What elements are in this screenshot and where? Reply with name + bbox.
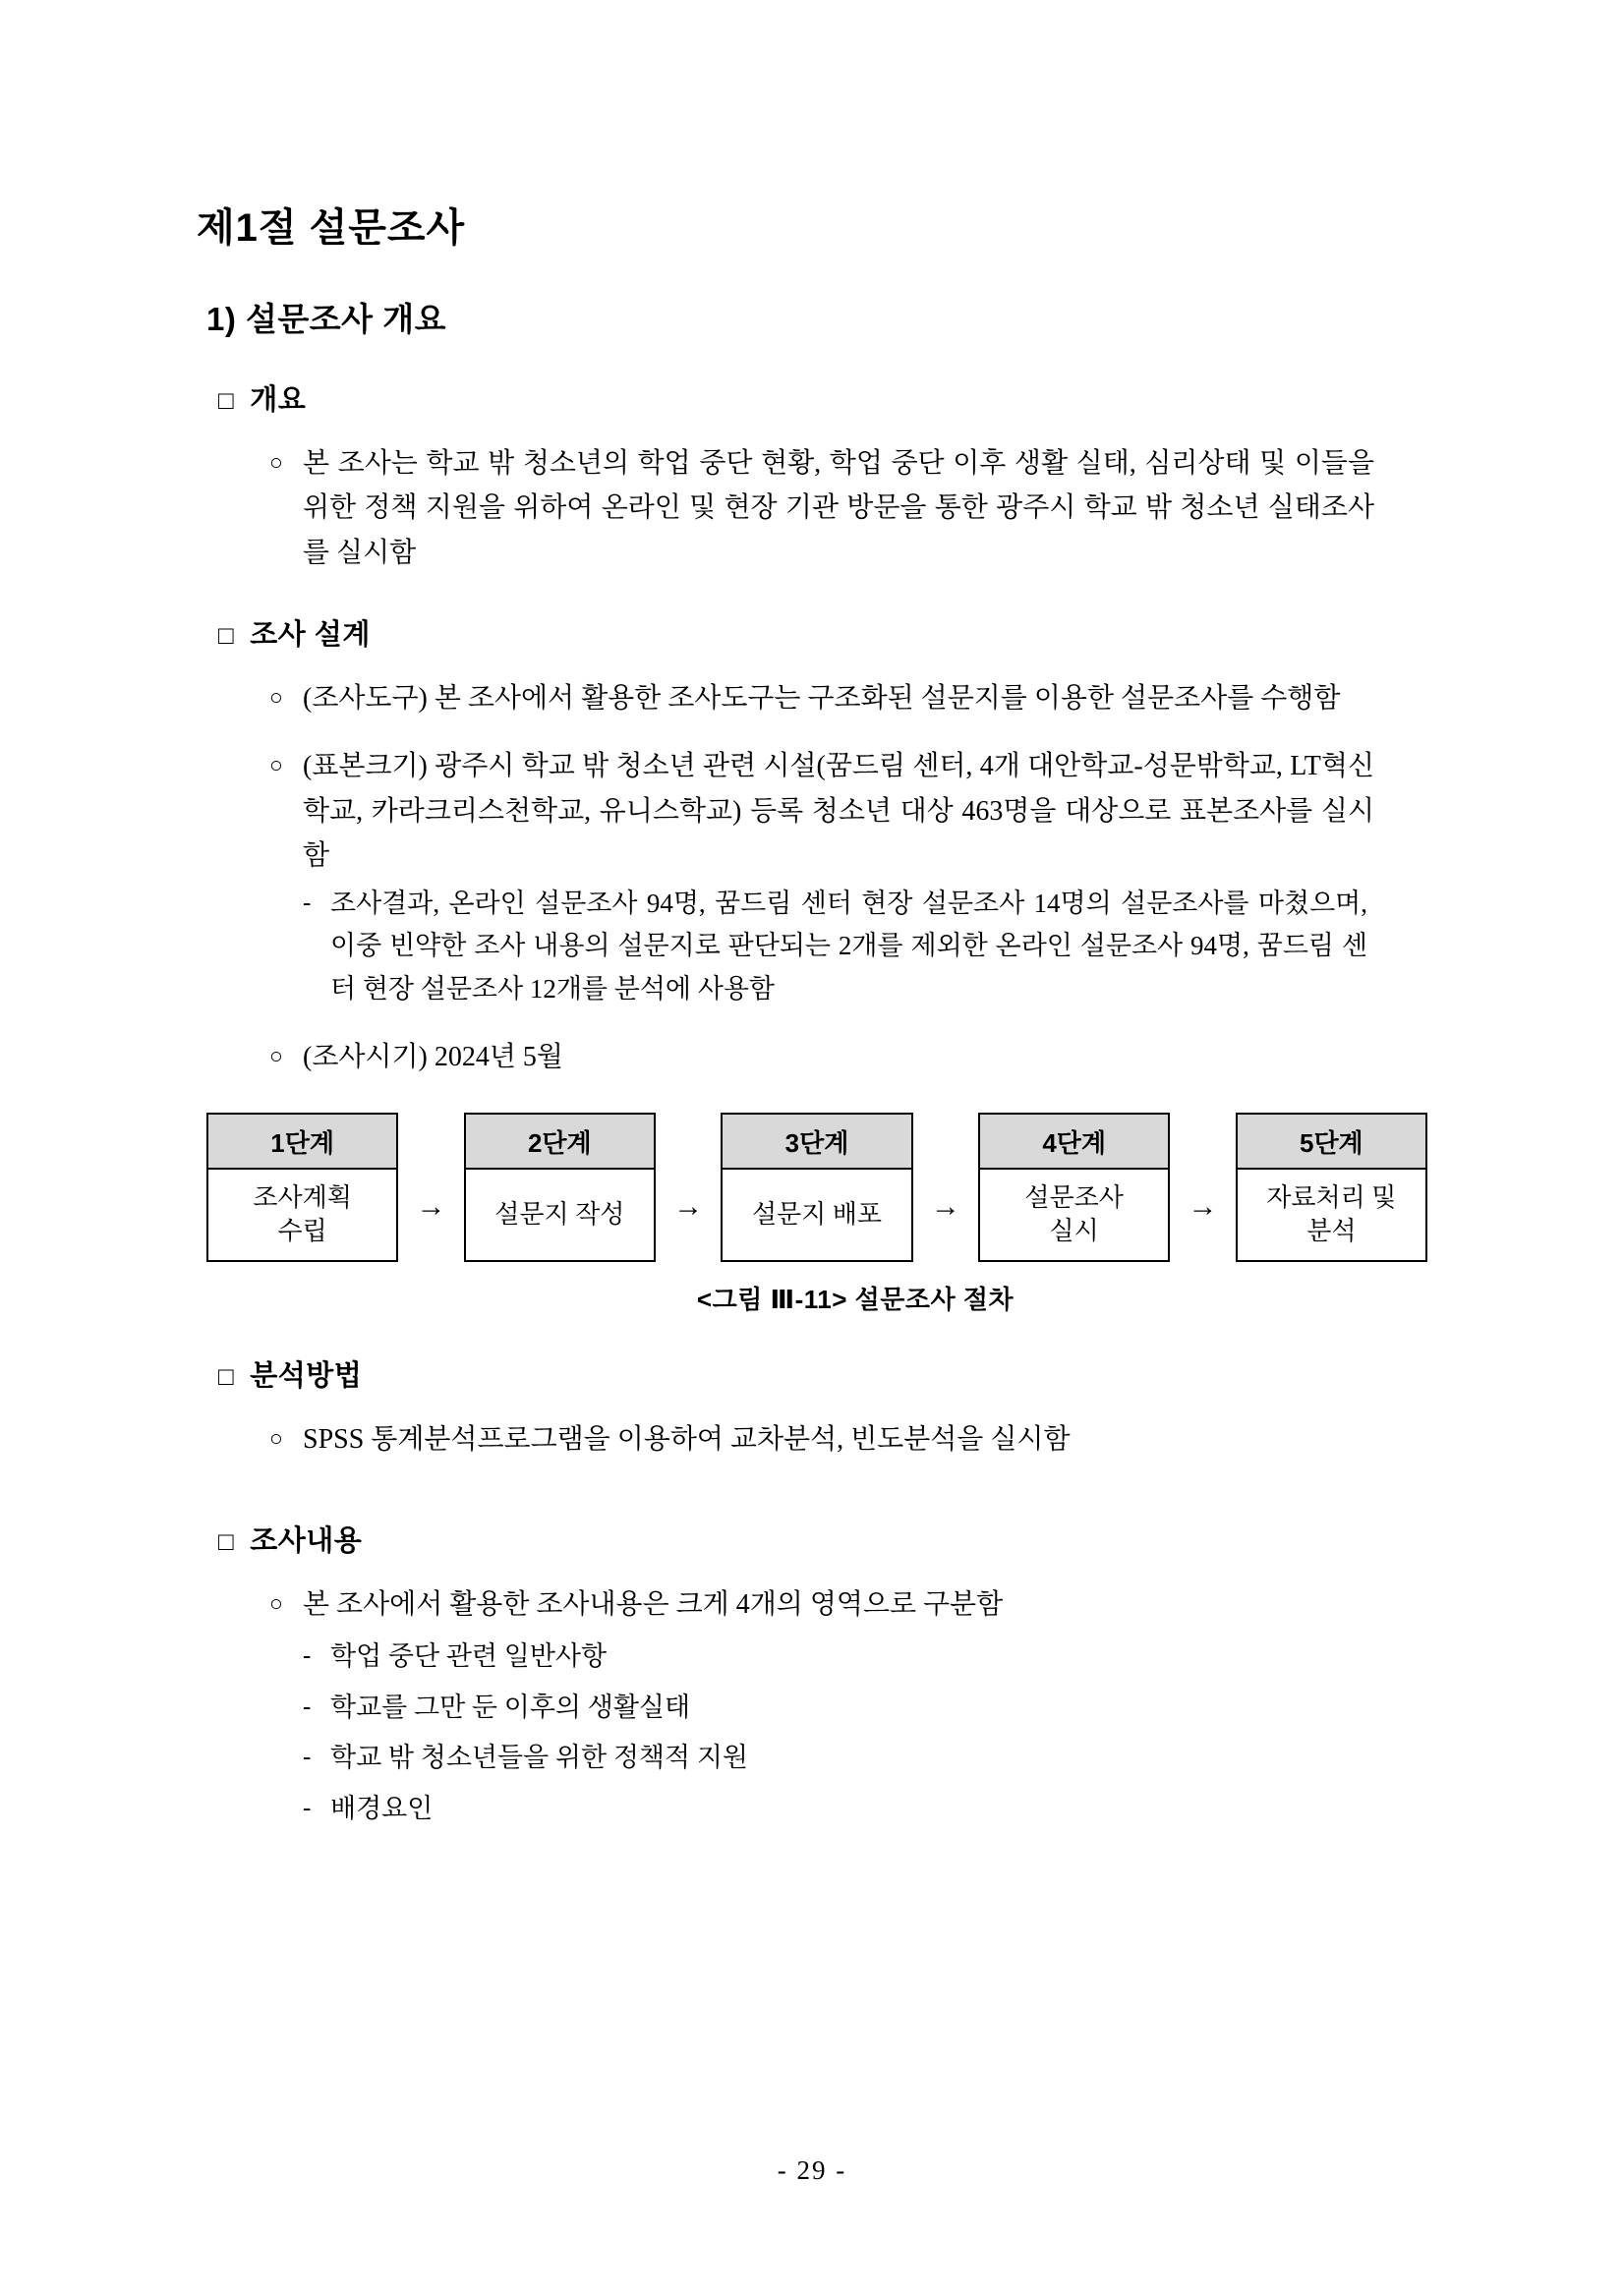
heading-analysis-method-label: 분석방법: [250, 1360, 363, 1393]
flow-arrow-icon: →: [416, 1190, 446, 1224]
square-bullet-icon: □: [218, 385, 235, 415]
flow-step-2-body: 설문지 작성: [494, 1200, 625, 1230]
flow-step-2-head: 2단계: [466, 1115, 654, 1170]
sub-list-item: [303, 1737, 1427, 1780]
flow-step-4-head: 4단계: [980, 1115, 1168, 1170]
sub-list-item: [303, 1687, 1427, 1730]
dash-bullet-icon: -: [303, 1795, 312, 1821]
list-item-text: 본 조사에서 활용한 조사내용은 크게 4개의 영역으로 구분함: [303, 1589, 1004, 1621]
heading-overview-label: 개요: [250, 384, 307, 416]
dash-bullet-icon: -: [303, 1693, 312, 1720]
circle-bullet-icon: ○: [269, 1591, 283, 1617]
list-item-text: (조사시기) 2024년 5월: [303, 1041, 563, 1072]
list-item-text: SPSS 통계분석프로그램을 이용하여 교차분석, 빈도분석을 실시함: [303, 1424, 1071, 1456]
heading-survey-content-label: 조사내용: [250, 1525, 363, 1558]
page-title: 제1절 설문조사: [197, 206, 466, 250]
circle-bullet-icon: ○: [269, 450, 283, 475]
sub-list-item-text: 학교 밖 청소년들을 위한 정책적 지원: [330, 1743, 748, 1773]
sub-list-item: [303, 1636, 1427, 1679]
page-number: - 29 -: [777, 2155, 847, 2185]
flow-step-5-head: 5단계: [1238, 1115, 1425, 1170]
flow-step-4-body: 설문조사 실시: [1024, 1183, 1124, 1246]
sub-list-item: [303, 1788, 1427, 1831]
list-item: [269, 441, 1427, 575]
heading-analysis-method: [218, 1353, 1427, 1394]
square-bullet-icon: □: [218, 1526, 235, 1557]
circle-bullet-icon: ○: [269, 685, 283, 711]
square-bullet-icon: □: [218, 1361, 235, 1392]
sub-list-item-text: 조사결과, 온라인 설문조사 94명, 꿈드림 센터 현장 설문조사 14명의 설문조사를 마쳤으며, 이중 빈약한 조사 내용의 설문지로 판단되는 2개를 제외한 온라인 설문조사 94명, 꿈드림 센터 현장 설문조사 12개를 분석에 사용함: [330, 888, 1367, 1004]
list-item-text: (조사도구) 본 조사에서 활용한 조사도구는 구조화된 설문지를 이용한 설문조사를 수행함: [303, 683, 1341, 715]
circle-bullet-icon: ○: [269, 1043, 283, 1068]
sub-list-item-text: 배경요인: [330, 1794, 434, 1823]
flow-step-1: [206, 1113, 398, 1262]
list-item-text: 본 조사는 학교 밖 청소년의 학업 중단 현황, 학업 중단 이후 생활 실태, 심리상태 및 이들을 위한 정책 지원을 위하여 온라인 및 현장 기관 방문을 통한 광주시 학교 밖 청소년 실태조사를 실시함: [303, 448, 1374, 568]
flow-step-4: [978, 1113, 1170, 1262]
flow-step-1-head: 1단계: [208, 1115, 396, 1170]
dash-bullet-icon: -: [303, 1744, 312, 1771]
circle-bullet-icon: ○: [269, 1426, 283, 1452]
dash-bullet-icon: -: [303, 1641, 312, 1669]
flow-arrow-icon: →: [1188, 1190, 1218, 1224]
flow-arrow-icon: →: [930, 1190, 960, 1224]
flow-step-5: [1236, 1113, 1427, 1262]
heading-survey-design-label: 조사 설계: [250, 619, 371, 652]
list-item-text: (표본크기) 광주시 학교 밖 청소년 관련 시설(꿈드림 센터, 4개 대안학교-성문밖학교, LT혁신학교, 카라크리스천학교, 유니스학교) 등록 청소년 대상 463명을 대상으로 표본조사를 실시함: [303, 751, 1374, 872]
flow-step-3-head: 3단계: [723, 1115, 910, 1170]
subsection-title: 1) 설문조사 개요: [206, 301, 446, 337]
dash-bullet-icon: -: [303, 889, 312, 916]
flow-step-1-body: 조사계획 수립: [253, 1183, 352, 1246]
sub-list-item-text: 학업 중단 관련 일반사항: [330, 1640, 608, 1671]
flow-step-2: [464, 1113, 656, 1262]
square-bullet-icon: □: [218, 620, 235, 651]
sub-list-item-text: 학교를 그만 둔 이후의 생활실태: [330, 1692, 691, 1722]
survey-process-diagram: [206, 1113, 1427, 1262]
heading-survey-design: [218, 612, 1427, 653]
list-item: [269, 1582, 1427, 1627]
heading-overview: [218, 377, 1427, 418]
list-item: [269, 1035, 1427, 1079]
sub-list-item: [303, 883, 1427, 1011]
figure-caption: <그림 Ⅲ-11> 설문조사 절차: [696, 1285, 1015, 1315]
list-item: [269, 744, 1427, 878]
flow-arrow-icon: →: [673, 1190, 704, 1224]
circle-bullet-icon: ○: [269, 753, 283, 778]
flow-step-3-body: 설문지 배포: [751, 1200, 883, 1230]
list-item: [269, 676, 1427, 720]
flow-step-3: [721, 1113, 912, 1262]
list-item: [269, 1417, 1427, 1462]
flow-step-5-body: 자료처리 및 분석: [1266, 1183, 1397, 1246]
heading-survey-content: [218, 1519, 1427, 1559]
